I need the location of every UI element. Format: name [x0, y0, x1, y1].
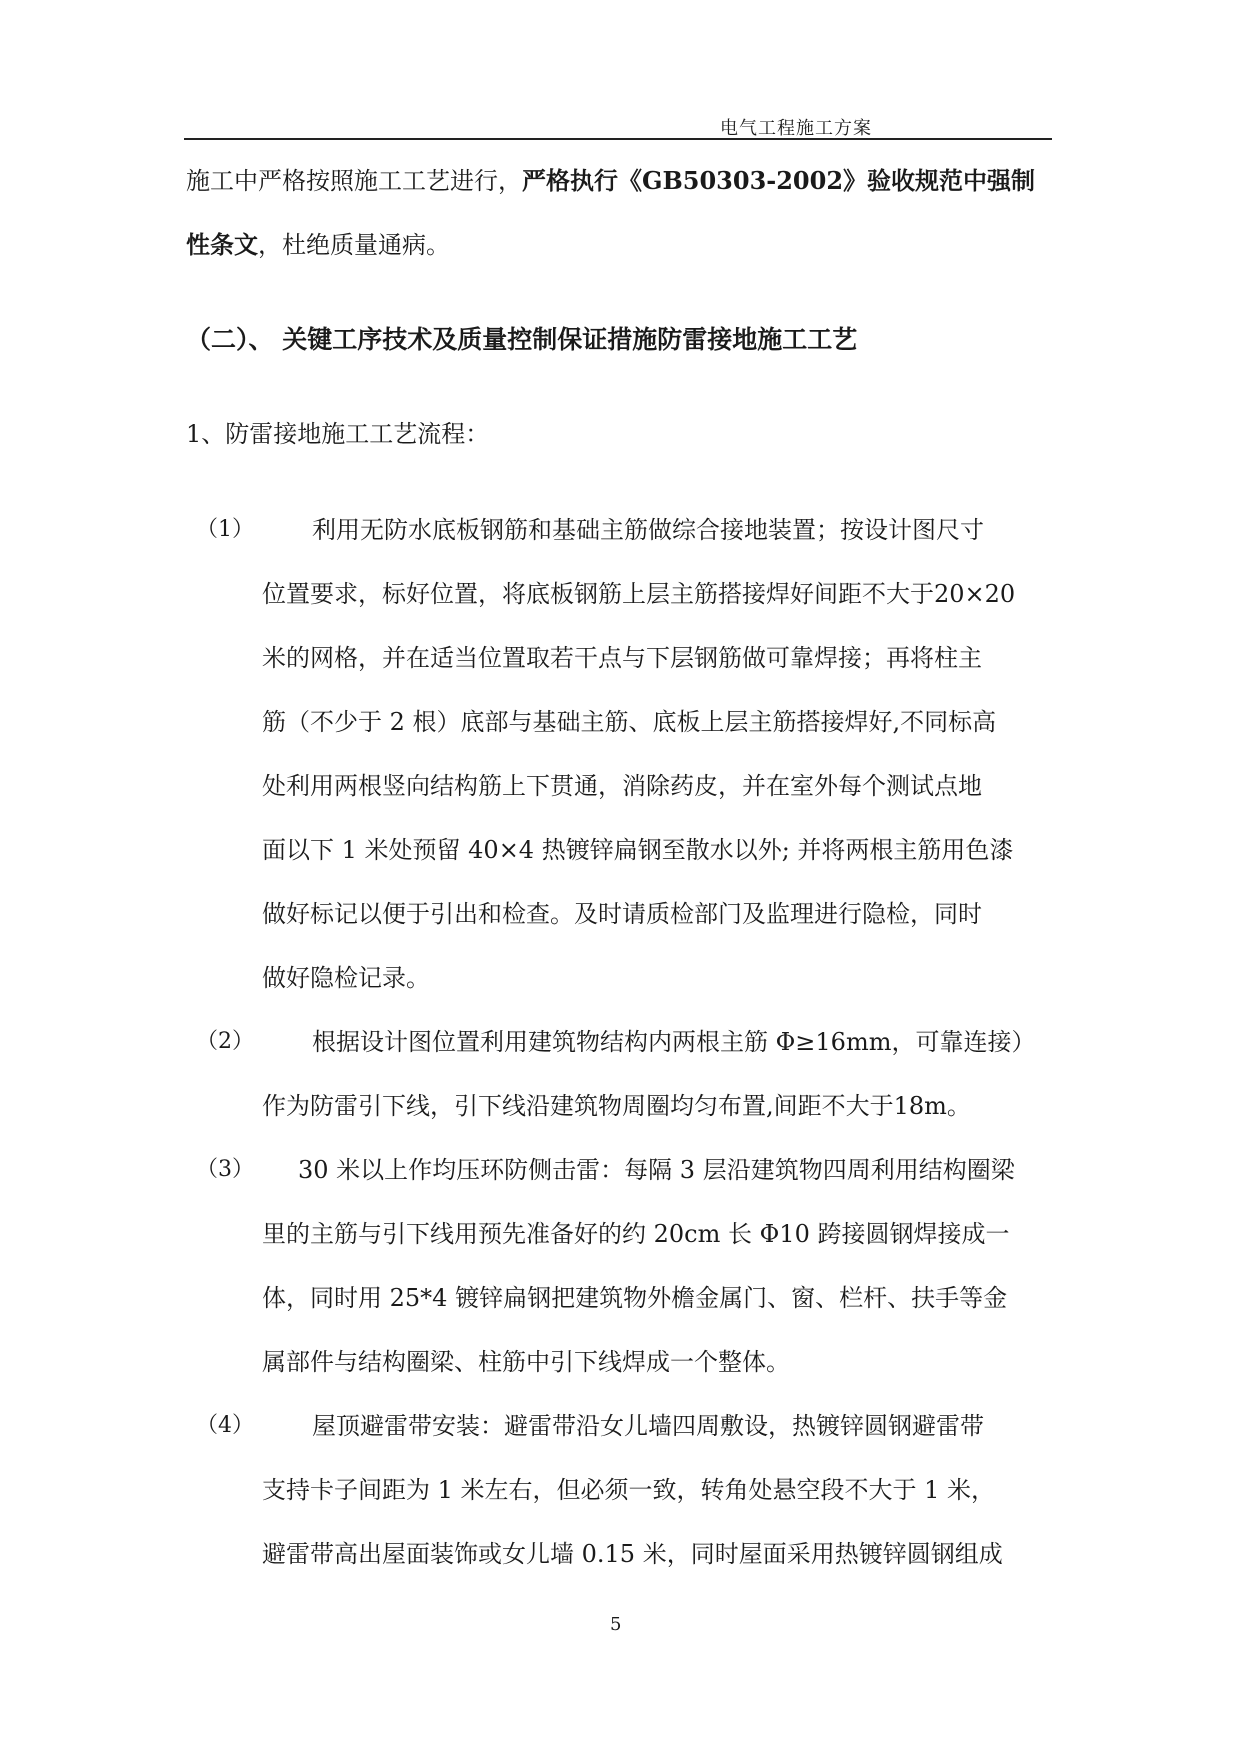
item-number: （4）	[196, 1413, 254, 1438]
item-line: 体，同时用 25*4 镀锌扁钢把建筑物外檐金属门、窗、栏杆、扶手等金	[262, 1284, 1008, 1312]
item-line: 米的网格，并在适当位置取若干点与下层钢筋做可靠焊接；再将柱主	[262, 644, 982, 672]
item-number: （3）	[196, 1157, 254, 1182]
subsection-title: 1、防雷接地施工工艺流程：	[186, 420, 490, 448]
intro-line-2	[186, 229, 450, 261]
item-line: 根据设计图位置利用建筑物结构内两根主筋 Φ≥16mm，可靠连接）	[312, 1028, 1036, 1056]
item-line: 利用无防水底板钢筋和基础主筋做综合接地装置；按设计图尺寸	[312, 516, 984, 544]
item-line: 面以下 1 米处预留 40×4 热镀锌扁钢至散水以外; 并将两根主筋用色漆	[262, 836, 1014, 864]
item-line: 筋（不少于 2 根）底部与基础主筋、底板上层主筋搭接焊好,不同标高	[262, 708, 997, 736]
item-line: 里的主筋与引下线用预先准备好的约 20cm 长 Φ10 跨接圆钢焊接成一	[262, 1220, 1010, 1248]
page-number: 5	[610, 1614, 622, 1635]
item-line: 作为防雷引下线，引下线沿建筑物周圈均匀布置,间距不大于18m。	[262, 1092, 971, 1120]
intro-line-1-plain: 施工中严格按照施工工艺进行，	[186, 167, 522, 195]
item-line: 避雷带高出屋面装饰或女儿墙 0.15 米，同时屋面采用热镀锌圆钢组成	[262, 1540, 1003, 1568]
item-line: 做好隐检记录。	[262, 964, 430, 992]
item-line: 30 米以上作均压环防侧击雷：每隔 3 层沿建筑物四周利用结构圈梁	[298, 1156, 1015, 1184]
item-line: 位置要求，标好位置，将底板钢筋上层主筋搭接焊好间距不大于20×20	[262, 580, 1016, 608]
header-title: 电气工程施工方案	[720, 118, 872, 139]
item-line: 处利用两根竖向结构筋上下贯通，消除药皮，并在室外每个测试点地	[262, 772, 982, 800]
intro-line-2-plain: ，杜绝质量通病。	[258, 231, 450, 259]
intro-line-1	[186, 165, 1035, 197]
item-line: 支持卡子间距为 1 米左右，但必须一致，转角处悬空段不大于 1 米，	[262, 1476, 996, 1504]
section-heading: （二）、 关键工序技术及质量控制保证措施防雷接地施工工艺	[186, 325, 858, 354]
item-line: 屋顶避雷带安装：避雷带沿女儿墙四周敷设，热镀锌圆钢避雷带	[312, 1412, 984, 1440]
intro-line-2-bold: 性条文	[186, 230, 258, 259]
intro-line-1-bold: 严格执行《GB50303-2002》验收规范中强制	[522, 166, 1036, 195]
item-line: 做好标记以便于引出和检查。及时请质检部门及监理进行隐检，同时	[262, 900, 982, 928]
item-number: （1）	[196, 517, 254, 542]
item-line: 属部件与结构圈梁、柱筋中引下线焊成一个整体。	[262, 1348, 790, 1376]
item-number: （2）	[196, 1029, 254, 1054]
header-divider	[184, 138, 1052, 140]
